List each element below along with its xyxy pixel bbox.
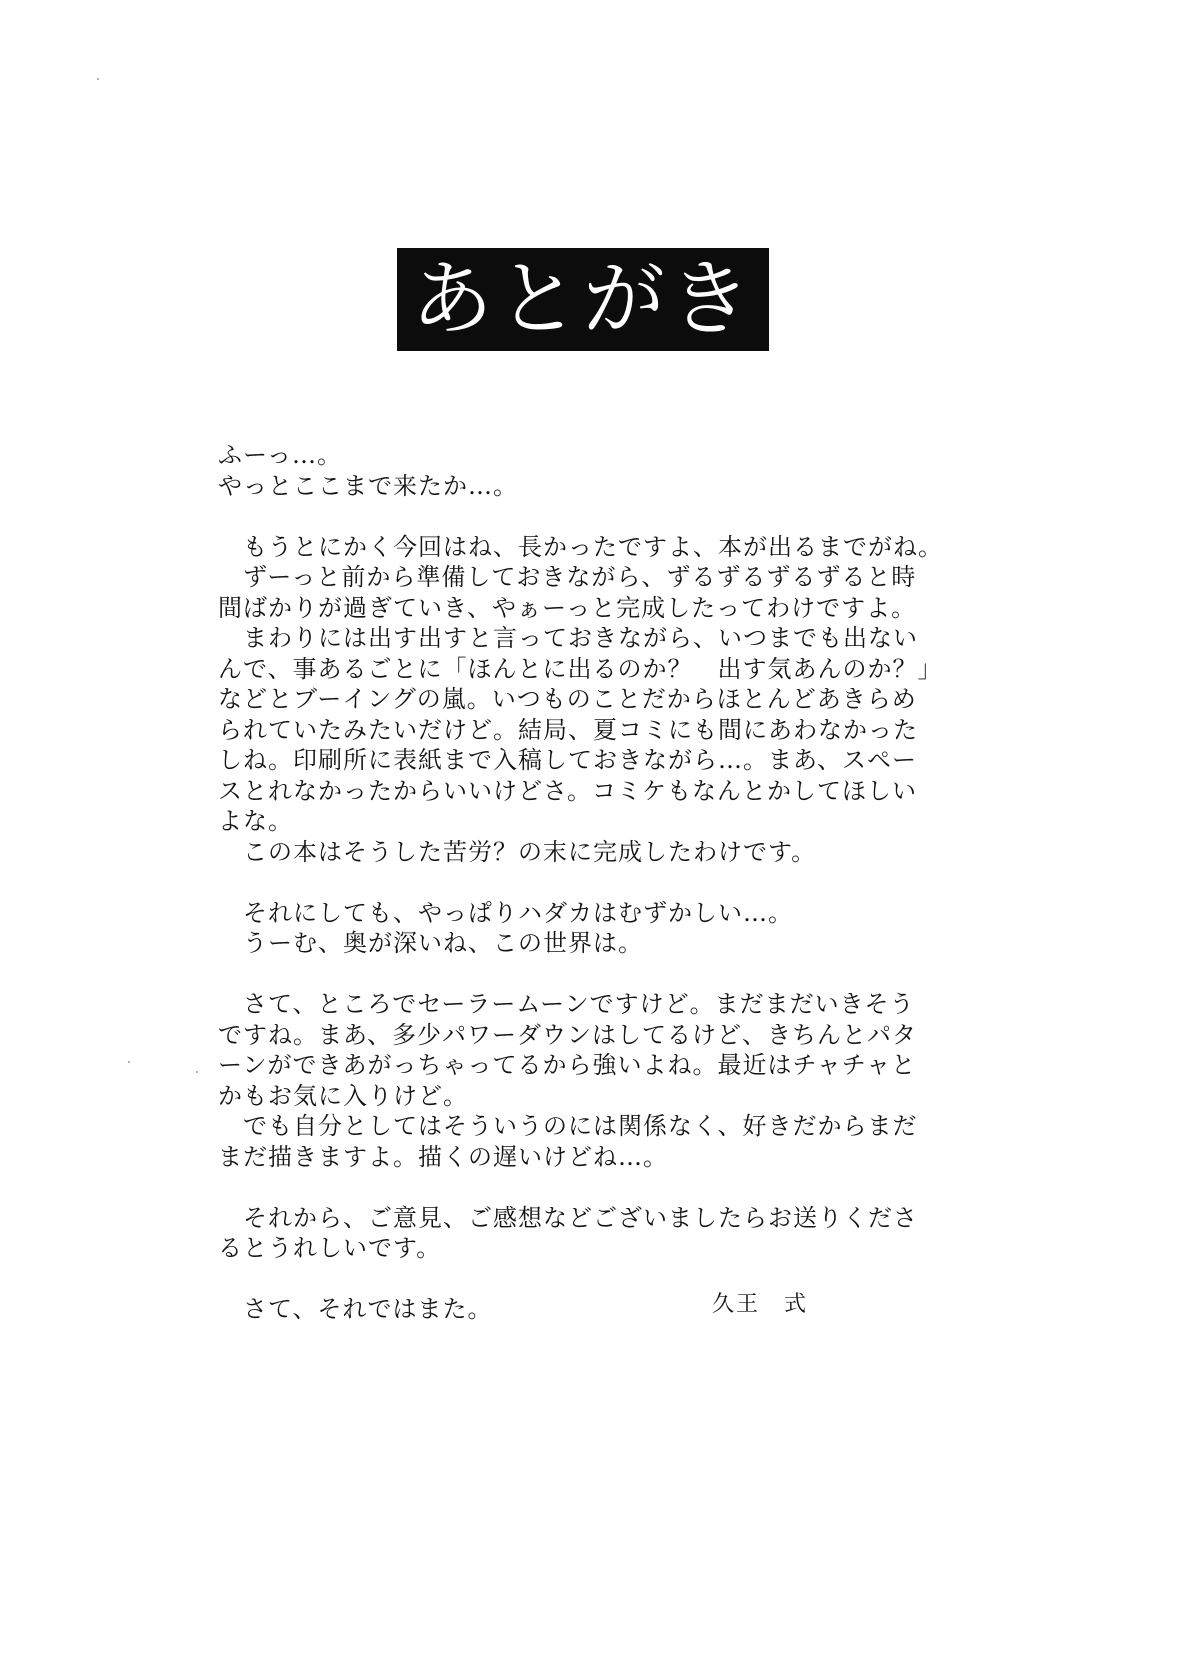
text-line: この本はそうした苦労？の末に完成したわけです。 (218, 837, 817, 866)
text-line: やっとここまで来たか…。 (218, 471, 518, 500)
text-line: でも自分としてはそういうのには関係なく、好きだからまだ (218, 1112, 918, 1140)
text-line: んで、事あるごとに「ほんとに出るのか？ 出す気あんのか？」 (218, 654, 943, 683)
text-line: さて、それではまた。 (218, 1295, 493, 1323)
text-line: さて、ところでセーラームーンですけど。まだまだいきそう (218, 990, 915, 1018)
text-line: 間ばかりが過ぎていき、やぁーっと完成したってわけですよ。 (218, 593, 917, 622)
text-line: られていたみたいだけど。結局、夏コミにも間にあわなかった (218, 715, 918, 744)
text-line: スとれなかったからいいけどさ。コミケもなんとかしてほしい (218, 776, 918, 805)
paragraph-break (218, 1172, 938, 1203)
paragraph-break (218, 1264, 938, 1295)
text-line: しね。印刷所に表紙まで入稿しておきながら…。まあ、スペー (218, 746, 918, 774)
paper-speck (97, 78, 99, 80)
text-line: ふーっ…。 (218, 441, 343, 469)
text-line: もうとにかく今回はね、長かったですよ、本が出るまでがね。 (218, 532, 943, 561)
text-line: よな。 (218, 807, 293, 835)
text-line: うーむ、奥が深いね、この世界は。 (218, 929, 643, 957)
text-line: ずーっと前から準備しておきながら、ずるずるずるずると時 (218, 563, 917, 591)
text-line: などとブーイングの嵐。いつものことだからほとんどあきらめ (218, 685, 917, 713)
text-line: まわりには出す出すと言っておきながら、いつまでも出ない (218, 624, 918, 652)
text-line: それにしても、やっぱりハダカはむずかしい…。 (218, 898, 793, 927)
text-line: まだ描きますよ。描くの遅いけどね…。 (218, 1142, 668, 1171)
afterword-body (218, 440, 943, 1325)
text-line: ーンができあがっちゃってるから強いよね。最近はチャチャと (218, 1051, 917, 1079)
title-banner (397, 248, 769, 351)
paragraph-break (218, 867, 938, 898)
paragraph-break (218, 501, 938, 532)
author-signature: 久王 式 (712, 1292, 809, 1317)
paragraph-break (218, 959, 938, 990)
text-line: かもお気に入りけど。 (218, 1081, 468, 1110)
text-line: ですね。まあ、多少パワーダウンはしてるけど、きちんとパタ (218, 1020, 918, 1049)
text-line: それから、ご意見、ご感想などございましたらお送りくださ (218, 1203, 918, 1232)
paper-speck (196, 1071, 198, 1073)
page-title: あとがき (410, 251, 755, 347)
paper-speck (128, 1061, 130, 1063)
text-line: るとうれしいです。 (218, 1234, 442, 1262)
